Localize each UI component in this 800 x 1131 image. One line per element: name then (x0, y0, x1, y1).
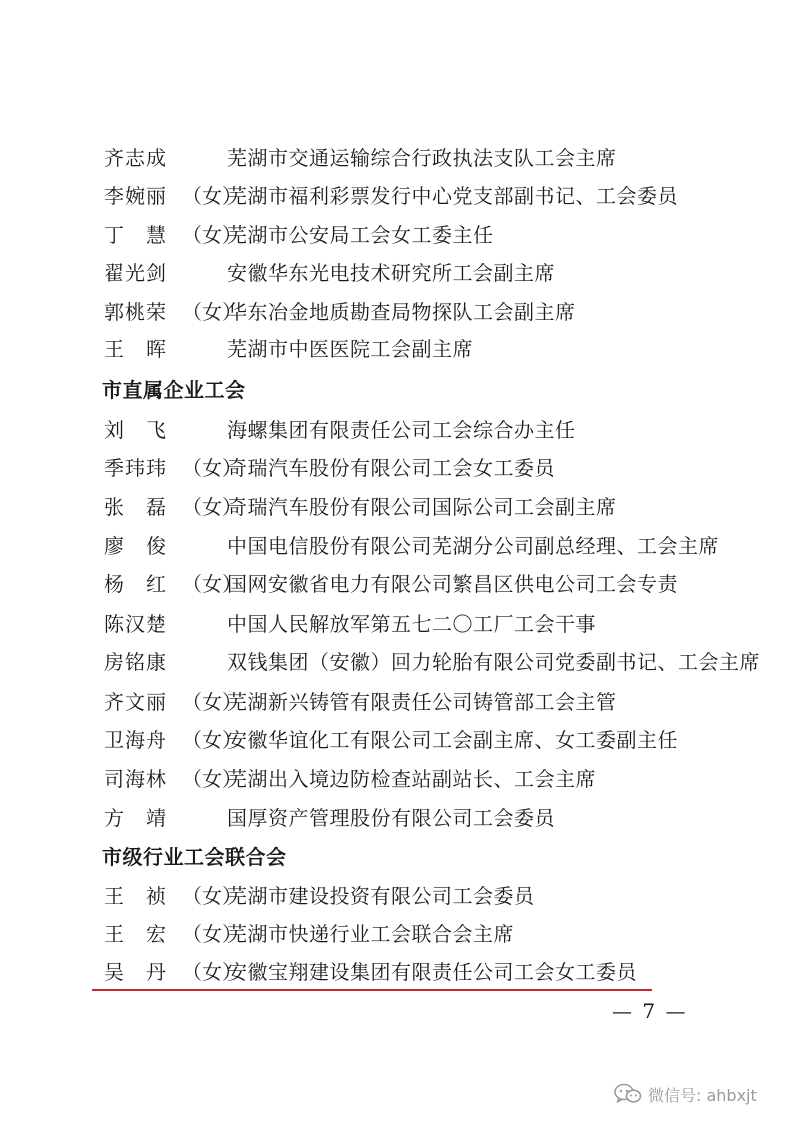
member-row (104, 957, 744, 987)
member-title: 中国人民解放军第五七二〇工厂工会干事 (227, 612, 596, 636)
member-title: 芜湖市建设投资有限公司工会委员 (227, 884, 535, 908)
member-name: 张 磊 (104, 495, 167, 519)
member-name: 齐志成 (104, 146, 167, 170)
member-title: 双钱集团（安徽）回力轮胎有限公司党委副书记、工会主席 (227, 650, 760, 674)
member-title: 奇瑞汽车股份有限公司工会女工委员 (227, 456, 555, 480)
member-gender: （女） (182, 223, 242, 247)
member-row (104, 297, 744, 327)
member-row (104, 609, 744, 639)
member-title: 芜湖市中医医院工会副主席 (227, 337, 473, 361)
member-row (104, 687, 744, 717)
member-name: 齐文丽 (104, 690, 167, 714)
member-row (104, 647, 760, 677)
member-row (104, 531, 744, 561)
member-name: 季玮玮 (104, 456, 167, 480)
section-heading-enterprise: 市直属企业工会 (102, 378, 246, 402)
member-name: 丁 慧 (104, 223, 167, 247)
member-title: 华东冶金地质勘查局物探队工会副主席 (227, 300, 576, 324)
member-name: 翟光剑 (104, 261, 167, 285)
member-title: 国网安徽省电力有限公司繁昌区供电公司工会专责 (227, 572, 678, 596)
member-gender: （女） (182, 728, 242, 752)
member-name: 方 靖 (104, 806, 167, 830)
member-title: 中国电信股份有限公司芜湖分公司副总经理、工会主席 (227, 534, 719, 558)
member-row (104, 569, 744, 599)
member-row (104, 881, 744, 911)
member-name: 王 宏 (104, 922, 167, 946)
member-title: 芜湖市快递行业工会联合会主席 (227, 922, 514, 946)
wechat-watermark (614, 1080, 757, 1108)
member-name: 廖 俊 (104, 534, 167, 558)
wechat-icon (614, 1083, 642, 1105)
member-name: 吴 丹 (104, 960, 167, 984)
red-rule-divider (92, 989, 652, 991)
member-name: 刘 飞 (104, 418, 167, 442)
member-row (104, 725, 744, 755)
member-gender: （女） (182, 884, 242, 908)
member-name: 陈汉楚 (104, 612, 167, 636)
member-name: 司海林 (104, 767, 167, 791)
member-title: 芜湖市福利彩票发行中心党支部副书记、工会委员 (227, 184, 678, 208)
member-title: 芜湖出入境边防检查站副站长、工会主席 (227, 767, 596, 791)
member-title: 海螺集团有限责任公司工会综合办主任 (227, 418, 576, 442)
member-title: 安徽华东光电技术研究所工会副主席 (227, 261, 555, 285)
member-title: 芜湖市交通运输综合行政执法支队工会主席 (227, 146, 617, 170)
member-row (104, 220, 744, 250)
member-row (104, 258, 744, 288)
member-row (104, 764, 744, 794)
member-gender: （女） (182, 300, 242, 324)
member-gender: （女） (182, 184, 242, 208)
member-name: 郭桃荣 (104, 300, 167, 324)
member-gender: （女） (182, 960, 242, 984)
member-name: 房铭康 (104, 650, 167, 674)
watermark-text: 微信号: ahbxjt (648, 1085, 757, 1105)
member-name: 李婉丽 (104, 184, 167, 208)
section-heading-industry: 市级行业工会联合会 (102, 845, 287, 869)
member-gender: （女） (182, 572, 242, 596)
member-gender: （女） (182, 456, 242, 480)
member-name: 王 晖 (104, 337, 167, 361)
member-gender: （女） (182, 495, 242, 519)
member-row (104, 453, 744, 483)
member-gender: （女） (182, 767, 242, 791)
member-name: 王 祯 (104, 884, 167, 908)
member-name: 杨 红 (104, 572, 167, 596)
member-title: 国厚资产管理股份有限公司工会委员 (227, 806, 555, 830)
member-row (104, 143, 744, 173)
member-title: 奇瑞汽车股份有限公司国际公司工会副主席 (227, 495, 617, 519)
member-row (104, 919, 744, 949)
member-title: 芜湖市公安局工会女工委主任 (227, 223, 494, 247)
member-row (104, 334, 744, 364)
member-title: 安徽宝翔建设集团有限责任公司工会女工委员 (227, 960, 637, 984)
member-row (104, 492, 744, 522)
member-name: 卫海舟 (104, 728, 167, 752)
member-gender: （女） (182, 690, 242, 714)
member-row (104, 181, 744, 211)
member-row (104, 415, 744, 445)
member-title: 安徽华谊化工有限公司工会副主席、女工委副主任 (227, 728, 678, 752)
member-gender: （女） (182, 922, 242, 946)
member-row (104, 803, 744, 833)
page-number: — 7 — (612, 999, 688, 1023)
member-title: 芜湖新兴铸管有限责任公司铸管部工会主管 (227, 690, 617, 714)
